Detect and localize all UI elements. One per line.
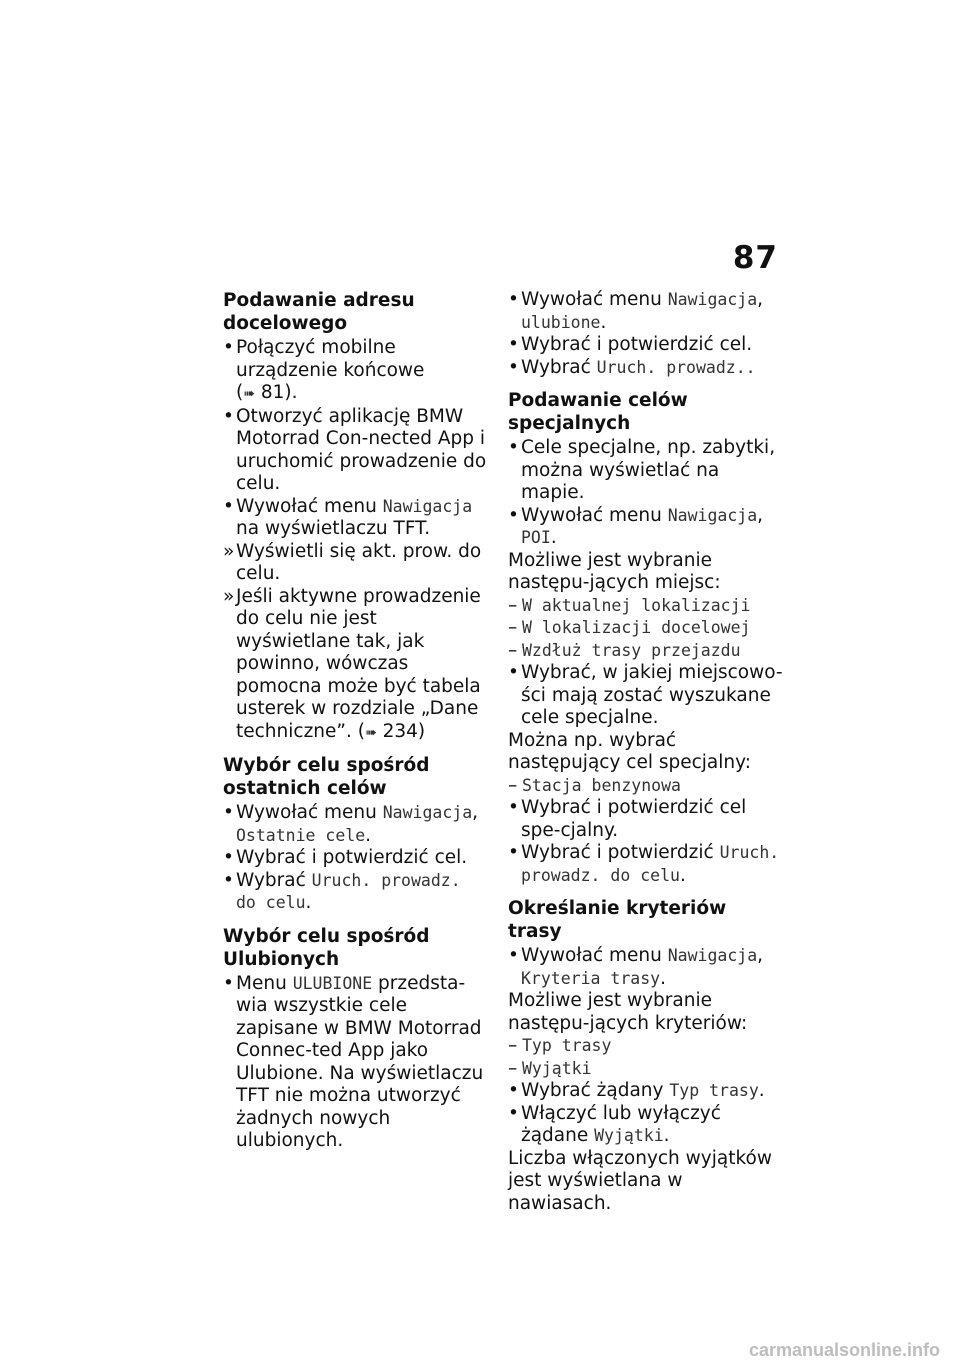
- menu-name: Typ trasy: [669, 1081, 759, 1100]
- list-item: • Wywołać menu Nawigacja, Kryteria trasy.: [508, 945, 764, 989]
- list-item: • Włączyć lub wyłączyć żądane Wyjątki.: [508, 1102, 721, 1146]
- bullet-marker: •: [508, 797, 519, 818]
- list-item: • Otworzyć aplikację BMW Motorrad Con-nected App i uruchomić prowadzenie do celu.: [223, 405, 487, 494]
- menu-name: POI: [521, 528, 551, 547]
- option-item: – W lokalizacji docelowej: [508, 617, 751, 638]
- list-item: • Wybrać, w jakiej miejscowo-ści mają zostać wyszukane cele specjalne.: [508, 662, 783, 728]
- menu-name: ulubione: [521, 312, 601, 332]
- option-item: – Stacja benzynowa: [508, 774, 681, 796]
- option-item: – Typ trasy: [508, 1035, 612, 1056]
- menu-name: Uruch. prowadz..: [596, 357, 756, 377]
- section-heading-route-criteria: Określanie kryteriów trasy: [508, 898, 727, 942]
- bullet-marker: •: [223, 972, 234, 994]
- dash-marker: –: [508, 774, 518, 796]
- list-item: • Wybrać i potwierdzić cel.: [508, 334, 753, 355]
- section-heading-destination-address: Podawanie adresu docelowego: [223, 290, 415, 334]
- result-item: » Wyświetli się akt. prow. do celu.: [223, 540, 482, 584]
- menu-name: Nawigacja: [667, 946, 758, 965]
- list-item: • Menu ULUBIONE przedsta-wia wszystkie cele zapisane w BMW Motorrad Connec-ted App jako Ulubione. Na wyświetlaczu TFT nie można utworzyć żadnych nowych ulubionych.: [223, 972, 484, 1151]
- bullet-marker: •: [508, 504, 519, 526]
- page-reference-link[interactable]: 81).: [260, 382, 298, 403]
- bullet-marker: •: [223, 495, 234, 517]
- list-item: • Wybrać i potwierdzić cel.: [223, 847, 468, 868]
- list-item: • Wybrać żądany Typ trasy.: [508, 1080, 765, 1101]
- list-item: • Cele specjalne, np. zabytki, można wyświetlać na mapie.: [508, 437, 776, 503]
- dash-marker: –: [508, 1057, 518, 1079]
- reference-arrow-icon: ➠: [364, 724, 377, 741]
- bullet-marker: •: [223, 802, 234, 823]
- bullet-marker: •: [508, 842, 519, 863]
- bullet-marker: •: [223, 337, 234, 358]
- paragraph: Możliwe jest wybranie następu-jących miejsc:: [508, 549, 721, 593]
- dash-marker: –: [508, 1035, 518, 1056]
- menu-name: ULUBIONE: [292, 973, 373, 993]
- left-column: [223, 289, 489, 1153]
- bullet-marker: •: [508, 1102, 519, 1124]
- section-heading-favourites: Wybór celu spośród Ulubionych: [223, 925, 430, 970]
- result-marker: »: [223, 585, 235, 607]
- bullet-marker: •: [508, 437, 519, 458]
- bullet-marker: •: [223, 869, 234, 891]
- bullet-marker: •: [223, 847, 234, 868]
- dash-marker: –: [508, 594, 518, 616]
- menu-name: Ostatnie cele: [236, 825, 366, 845]
- list-item: • Wywołać menu Nawigacja na wyświetlaczu TFT.: [223, 495, 473, 539]
- paragraph: Liczba włączonych wyjątków jest wyświetlana w nawiasach.: [508, 1147, 772, 1214]
- dash-marker: –: [508, 617, 518, 638]
- section-heading-special-destinations: Podawanie celów specjalnych: [508, 390, 688, 434]
- paragraph: Można np. wybrać następujący cel specjalny:: [508, 729, 751, 773]
- page-number: 87: [732, 240, 778, 276]
- bullet-marker: •: [223, 405, 234, 427]
- list-item: • Wybrać i potwierdzić cel spe-cjalny.: [508, 797, 747, 841]
- list-item: • Wybrać i potwierdzić Uruch. prowadz. do celu.: [508, 842, 780, 886]
- watermark-link[interactable]: carmanualsonline.info: [748, 1340, 940, 1360]
- list-item: • Wywołać menu Nawigacja, POI.: [508, 504, 764, 548]
- list-item: • Wywołać menu Nawigacja, ulubione.: [508, 289, 764, 333]
- result-item: » Jeśli aktywne prowadzenie do celu nie jest wyświetlane tak, jak powinno, wówczas pomocna może być tabela usterek w rozdziale „Dane techniczne”. (➠ 234): [223, 585, 481, 742]
- result-marker: »: [223, 540, 235, 562]
- bullet-marker: •: [508, 1080, 519, 1101]
- bullet-marker: •: [508, 945, 519, 966]
- menu-name: Wyjątki: [594, 1126, 664, 1145]
- right-column: [508, 289, 784, 1215]
- section-heading-recent-destinations: Wybór celu spośród ostatnich celów: [223, 755, 430, 799]
- dash-marker: –: [508, 639, 518, 661]
- menu-name: Uruch. prowadz. do celu: [521, 843, 780, 885]
- option-item: – Wyjątki: [508, 1057, 592, 1079]
- menu-name: Kryteria trasy: [521, 968, 661, 988]
- bullet-marker: •: [508, 334, 519, 355]
- list-item: • Wybrać Uruch. prowadz. do celu.: [223, 869, 461, 913]
- menu-name: Nawigacja: [382, 803, 473, 822]
- bullet-marker: •: [508, 662, 519, 683]
- option-item: – W aktualnej lokalizacji: [508, 594, 751, 616]
- page-reference-link[interactable]: 234): [382, 720, 426, 742]
- option-item: – Wzdłuż trasy przejazdu: [508, 639, 741, 661]
- menu-name: Uruch. prowadz. do celu: [236, 870, 461, 912]
- menu-name: Nawigacja: [382, 496, 473, 516]
- menu-name: Nawigacja: [667, 505, 758, 525]
- menu-name: Nawigacja: [667, 290, 758, 309]
- paragraph: Możliwe jest wybranie następu-jących kryteriów:: [508, 990, 748, 1034]
- bullet-marker: •: [508, 289, 519, 310]
- list-item: • Połączyć mobilne urządzenie końcowe (➠ 81).: [223, 337, 425, 403]
- reference-arrow-icon: ➠: [243, 386, 255, 402]
- list-item: • Wybrać Uruch. prowadz..: [508, 356, 756, 378]
- bullet-marker: •: [508, 356, 519, 378]
- list-item: • Wywołać menu Nawigacja, Ostatnie cele.: [223, 802, 479, 846]
